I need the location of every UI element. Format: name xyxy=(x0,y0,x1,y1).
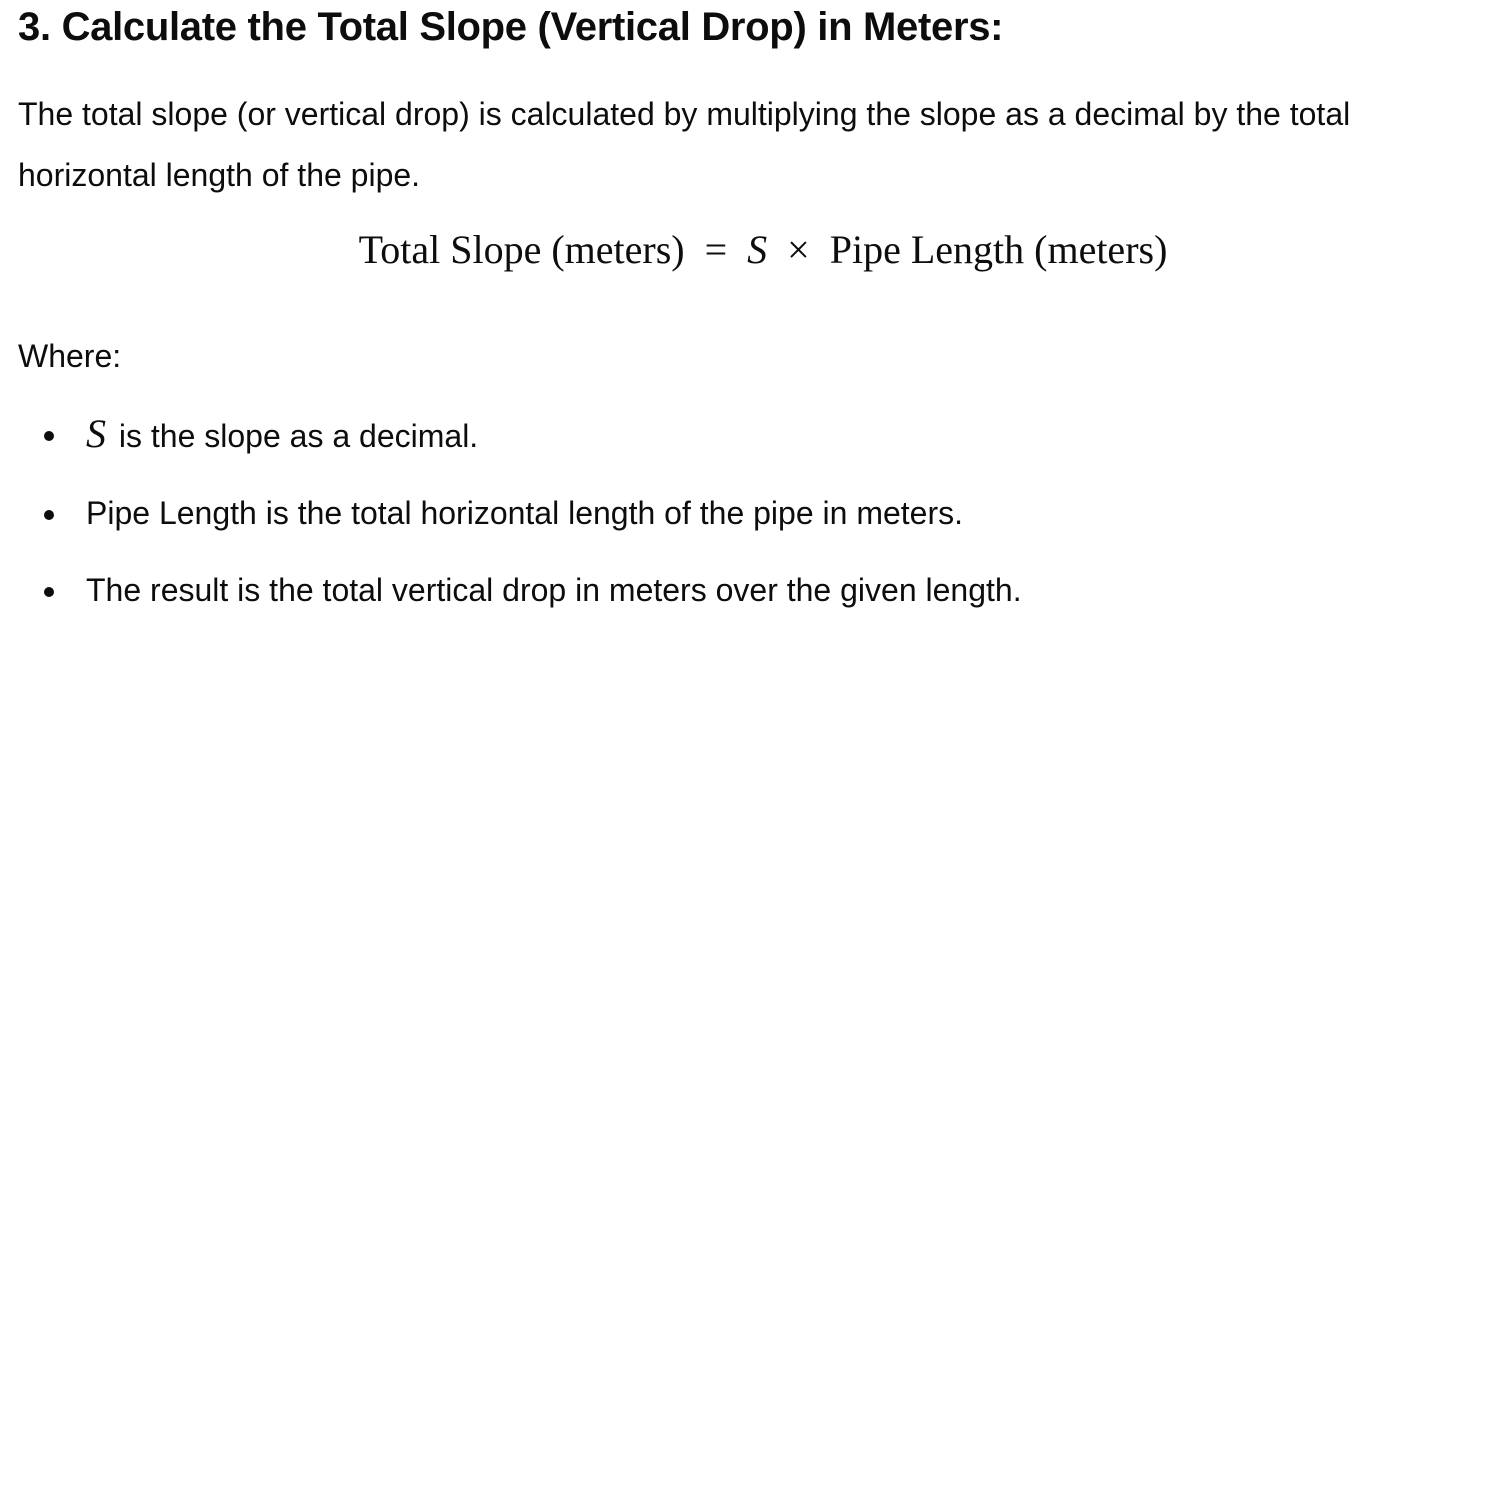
list-item-text: Pipe Length is the total horizontal length of the pipe in meters. xyxy=(86,495,963,531)
where-label: Where: xyxy=(18,338,122,374)
formula-equals: = xyxy=(704,227,728,272)
list-item xyxy=(18,570,1488,610)
bullet-icon xyxy=(44,510,54,520)
document-page xyxy=(18,0,1488,647)
bullet-icon xyxy=(44,587,54,597)
bullet-icon xyxy=(44,431,54,441)
formula-lhs: Total Slope (meters) xyxy=(358,227,685,272)
list-item xyxy=(18,493,1488,533)
formula-var-s: S xyxy=(747,227,768,272)
definition-list xyxy=(18,411,1488,610)
intro-paragraph: The total slope (or vertical drop) is calculated by multiplying the slope as a decimal by the total horizontal length of the pipe. xyxy=(18,96,1351,193)
list-item-text: The result is the total vertical drop in meters over the given length. xyxy=(86,572,1022,608)
formula-rhs: Pipe Length (meters) xyxy=(829,227,1168,272)
section-heading: 3. Calculate the Total Slope (Vertical Drop) in Meters: xyxy=(18,5,1004,49)
formula-times: × xyxy=(787,227,810,272)
math-var-s: S xyxy=(86,411,106,456)
list-item-text: is the slope as a decimal. xyxy=(118,418,479,454)
list-item xyxy=(18,411,1488,456)
formula-block xyxy=(18,220,1488,280)
